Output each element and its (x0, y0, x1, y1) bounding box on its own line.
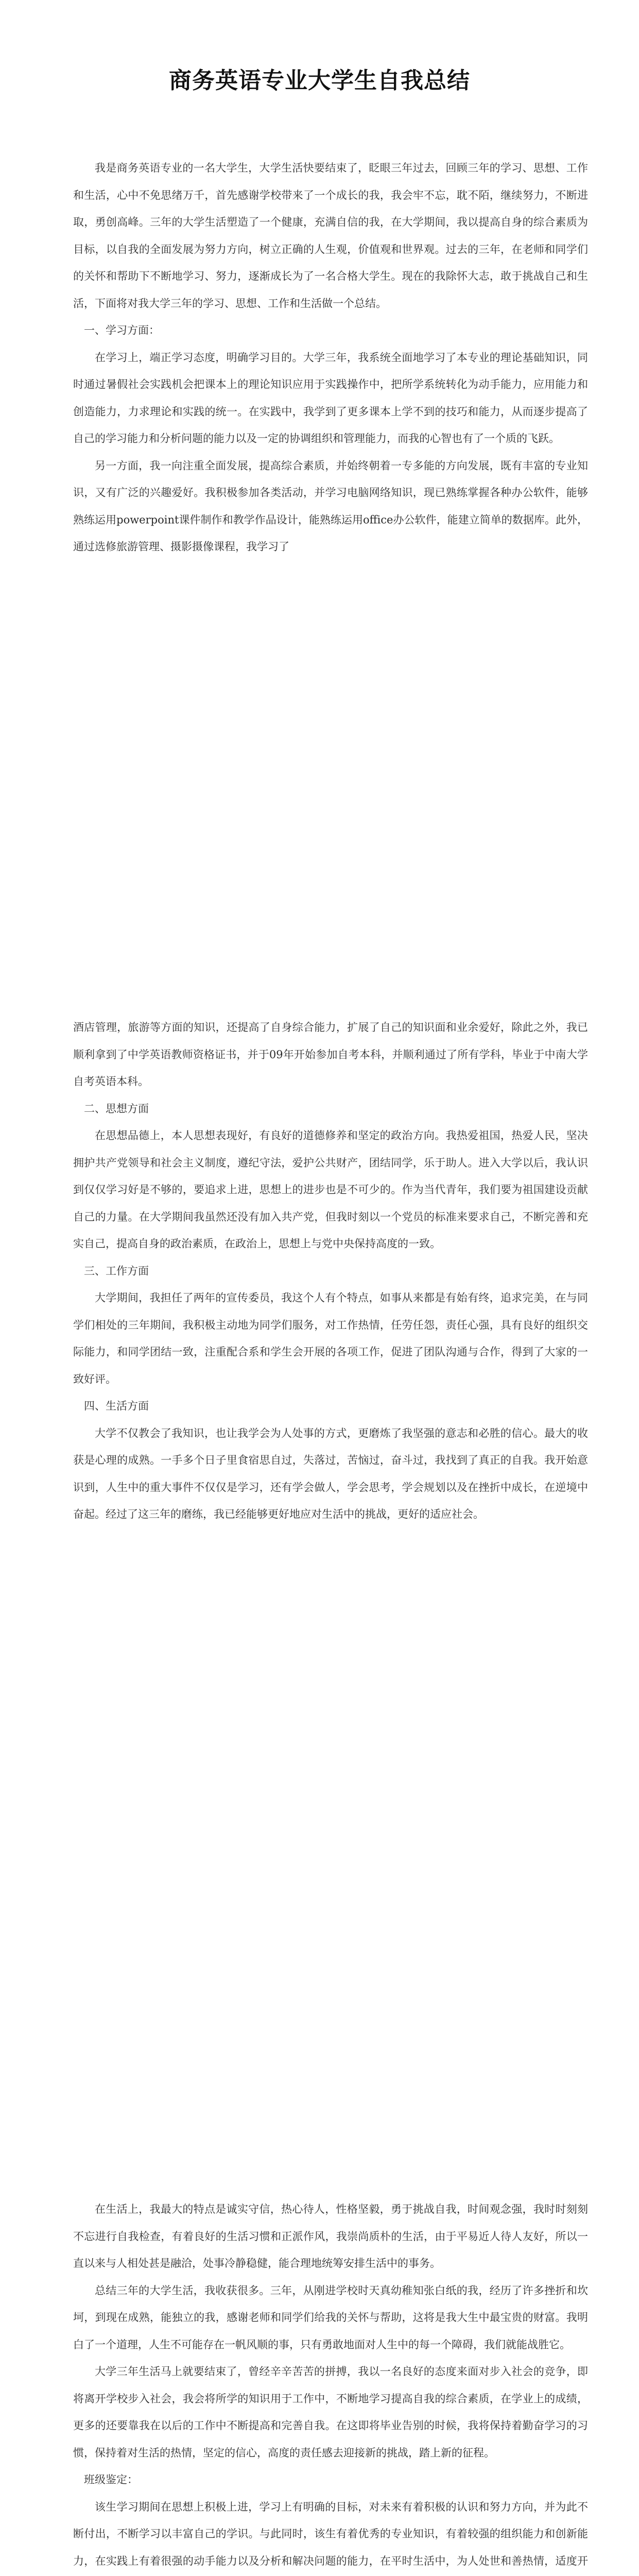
intro-paragraph: 我是商务英语专业的一名大学生，大学生活快要结束了，眨眼三年过去，回顾三年的学习、思想、工作和生活，心中不免思绪万千，首先感谢学校带来了一个成长的我，我会牢不忘，耽不陌，继续努力，不断进取，勇创高峰。三年的大学生活塑造了一个健康，充满自信的我，在大学期间，我以提高自身的综合素质为目标，以自我的全面发展为努力方向，树立正确的人生观，价值观和世界观。过去的三年，在老师和同学们的关怀和帮助下不断地学习、努力，逐渐成长为了一名合格大学生。现在的我除怀大志，敢于挑战自己和生活，下面将对我大学三年的学习、思想、工作和生活做一个总结。 (73, 162, 588, 310)
heading-teacher: 班级鉴定： (84, 2473, 138, 2486)
study-paragraph-2: 另一方面，我一向注重全面发展，提高综合素质，并始终朝着一专多能的方向发展，既有丰富的专业知识，又有广泛的兴趣爱好。我积极参加各类活动，并学习电脑网络知识，现已熟练掌握各种办公软件，能够熟练运用powerpoint课件制作和教学作品设计，能熟练运用office办公软件，能建立简单的数据库。此外，通过选修旅游管理、摄影摄像课程，我学习了 (73, 459, 588, 553)
summary-paragraph-1: 总结三年的大学生活，我收获很多。三年，从刚进学校时天真幼稚知张白纸的我，经历了许多挫折和坎坷，到现在成熟，能独立的我，感谢老师和同学们给我的关怀与帮助，这将是我大生中最宝贵的财富。我明白了一个道理，人生不可能存在一帆风顺的事，只有勇敢地面对人生中的每一个障碍，我们就能战胜它。 (73, 2284, 588, 2351)
text-block-2 (73, 1014, 588, 1528)
thought-paragraph: 在思想品德上，本人思想表现好，有良好的道德修养和坚定的政治方向。我热爱祖国，热爱人民，坚决拥护共产党领导和社会主义制度，遵纪守法，爱护公共财产，团结同学，乐于助人。进入大学以后，我认识到仅仅学习好是不够的，要追求上进，思想上的进步也是不可少的。作为当代青年，我们要为祖国建设贡献自己的力量。在大学期间我虽然还没有加入共产党，但我时刻以一个党员的标准来要求自己，不断完善和充实自己，提高自身的政治素质，在政治上，思想上与党中央保持高度的一致。 (73, 1129, 588, 1250)
document-title: 商务英语专业大学生自我总结 (169, 67, 470, 94)
heading-thought: 二、思想方面 (84, 1102, 149, 1115)
heading-study: 一、学习方面： (84, 324, 160, 336)
heading-life: 四、生活方面 (84, 1400, 149, 1412)
life-paragraph-2: 在生活上，我最大的特点是诚实守信，热心待人，性格坚毅，勇于挑战自我，时间观念强，我时时刻刻不忘进行自我检查，有着良好的生活习惯和正派作风，我崇尚质朴的生活，由于平易近人待人友好，所以一直以来与人相处甚是融洽，处事冷静稳健，能合理地统筹安排生活中的事务。 (73, 2203, 588, 2269)
text-block-1 (73, 155, 588, 561)
teacher-paragraph: 该生学习期间在思想上积极上进，学习上有明确的目标，对未来有着积极的认识和努力方向，并为此不断付出，不断学习以丰富自己的学识。与此同时，该生有着优秀的专业知识，有着较强的组织能力和创新能力，在实践上有着很强的动手能力以及分析和解决问题的能力，在平时生活中，为人处世和善热情，适度开 (73, 2500, 588, 2567)
text-block-3 (73, 2196, 588, 2576)
summary-paragraph-2: 大学三年生活马上就要结束了，曾经辛辛苦苦的拼搏，我以一名良好的态度来面对步入社会的竞争，即将离开学校步入社会，我会将所学的知识用于工作中，不断地学习提高自我的综合素质，在学业上的成绩，更多的还要靠我在以后的工作中不断提高和完善自我。在这即将毕业告别的时候，我将保持着勤奋学习的习惯，保持着对生活的热情，坚定的信心，高度的责任感去迎接新的挑战，踏上新的征程。 (73, 2365, 588, 2459)
study-paragraph-1: 在学习上，端正学习态度，明确学习目的。大学三年，我系统全面地学习了本专业的理论基础知识，同时通过暑假社会实践机会把课本上的理论知识应用于实践操作中，把所学系统转化为动手能力，应用能力和创造能力，力求理论和实践的统一。在实践中，我学到了更多课本上学不到的技巧和能力，从而逐步提高了自己的学习能力和分析问题的能力以及一定的协调组织和管理能力，而我的心智也有了一个质的飞跃。 (73, 351, 588, 445)
heading-work: 三、工作方面 (84, 1264, 149, 1277)
life-paragraph-1: 大学不仅教会了我知识，也让我学会为人处事的方式，更磨炼了我坚强的意志和必胜的信心。最大的收获是心理的成熟。一手多个日子里食宿思自过，失落过，苦恼过，奋斗过，我找到了真正的自我。我开始意识到，人生中的重大事件不仅仅是学习，还有学会做人，学会思考，学会规划以及在挫折中成长，在逆境中奋起。经过了这三年的磨练，我已经能够更好地应对生活中的挑战，更好的适应社会。 (73, 1427, 588, 1520)
work-paragraph: 大学期间，我担任了两年的宣传委员，我这个人有个特点，如事从来都是有始有终，追求完美，在与同学们相处的三年期间，我积极主动地为同学们服务，对工作热情，任劳任怨，责任心强，具有良好的组织交际能力，和同学团结一致，注重配合系和学生会开展的各项工作，促进了团队沟通与合作，得到了大家的一致好评。 (73, 1292, 588, 1385)
study-paragraph-2-continued: 酒店管理，旅游等方面的知识，还提高了自身综合能力，扩展了自己的知识面和业余爱好，除此之外，我已顺利拿到了中学英语教师资格证书，并于09年开始参加自考本科，并顺利通过了所有学科，毕业于中南大学自考英语本科。 (73, 1021, 588, 1088)
